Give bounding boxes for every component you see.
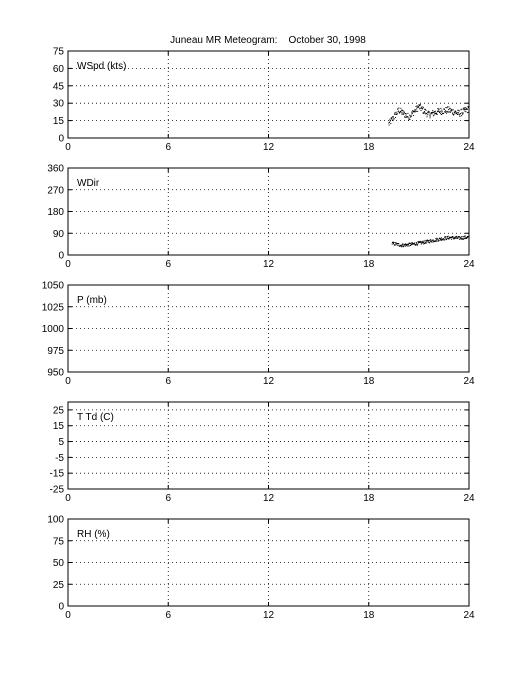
- data-point: [430, 115, 431, 116]
- data-point: [438, 110, 439, 111]
- data-point: [393, 117, 394, 118]
- y-tick-label: 50: [52, 558, 64, 569]
- data-point: [399, 113, 400, 114]
- x-tick-label: 12: [262, 259, 275, 270]
- data-point: [402, 243, 403, 244]
- data-point: [459, 239, 460, 240]
- data-point: [439, 112, 440, 113]
- x-tick-label: 6: [165, 142, 172, 153]
- y-tick-label: 15: [52, 116, 64, 128]
- y-tick-label: 1000: [41, 324, 64, 335]
- data-point: [411, 116, 412, 117]
- figure-title: Juneau MR Meteogram: October 30, 1998: [170, 35, 366, 46]
- panel-label: RH (%): [77, 529, 110, 540]
- data-point: [453, 109, 454, 110]
- data-point: [406, 113, 407, 114]
- data-point: [447, 106, 448, 107]
- y-tick-label: 25: [52, 579, 64, 591]
- data-point: [426, 110, 427, 111]
- y-tick-label: 75: [52, 536, 64, 548]
- data-point: [452, 114, 453, 115]
- data-point: [415, 110, 416, 111]
- y-tick-label: 360: [47, 163, 64, 175]
- y-tick-label: 75: [52, 46, 64, 58]
- data-point: [456, 113, 457, 114]
- data-point: [396, 112, 397, 113]
- data-point: [428, 112, 429, 113]
- y-tick-label: -5: [55, 452, 64, 464]
- data-point: [448, 109, 449, 110]
- data-point: [424, 243, 425, 244]
- data-point: [418, 107, 419, 108]
- data-point: [446, 113, 447, 114]
- data-point: [404, 244, 405, 245]
- data-point: [443, 113, 444, 114]
- y-tick-label: -15: [49, 468, 64, 480]
- data-point: [416, 105, 417, 106]
- data-point: [397, 108, 398, 109]
- x-tick-label: 12: [262, 142, 275, 153]
- y-tick-label: 5: [58, 437, 64, 449]
- data-point: [437, 108, 438, 109]
- data-point: [393, 120, 394, 121]
- data-point: [394, 114, 395, 115]
- data-point: [405, 115, 406, 116]
- data-point: [455, 238, 456, 239]
- x-tick-label: 12: [262, 376, 275, 387]
- x-tick-label: 0: [65, 376, 71, 387]
- data-point: [445, 110, 446, 111]
- x-tick-label: 0: [65, 259, 71, 270]
- data-point: [400, 108, 401, 109]
- panel-5: [47, 515, 475, 622]
- data-point: [448, 106, 449, 107]
- data-point: [394, 244, 395, 245]
- y-tick-label: 0: [58, 133, 64, 145]
- data-point: [451, 110, 452, 111]
- data-point: [446, 238, 447, 239]
- data-point: [426, 240, 427, 241]
- data-series: [392, 235, 470, 247]
- data-point: [429, 242, 430, 243]
- data-point: [427, 116, 428, 117]
- data-point: [407, 246, 408, 247]
- data-point: [441, 237, 442, 238]
- data-point: [397, 245, 398, 246]
- data-point: [459, 236, 460, 237]
- data-point: [397, 113, 398, 114]
- data-point: [450, 108, 451, 109]
- x-tick-label: 6: [165, 376, 172, 387]
- y-tick-label: 975: [47, 345, 64, 357]
- data-point: [463, 239, 464, 240]
- data-point: [413, 115, 414, 116]
- data-point: [456, 236, 457, 237]
- data-point: [453, 114, 454, 115]
- data-point: [448, 236, 449, 237]
- data-point: [419, 104, 420, 105]
- data-point: [464, 107, 465, 108]
- data-point: [417, 111, 418, 112]
- data-point: [454, 113, 455, 114]
- x-tick-label: 12: [262, 610, 275, 621]
- data-point: [439, 240, 440, 241]
- data-point: [420, 105, 421, 106]
- data-point: [416, 242, 417, 243]
- data-point: [436, 239, 437, 240]
- meteogram-panels: [42, 47, 475, 622]
- data-point: [445, 238, 446, 239]
- data-point: [445, 112, 446, 113]
- data-point: [461, 109, 462, 110]
- data-point: [401, 110, 402, 111]
- data-point: [434, 114, 435, 115]
- data-point: [425, 109, 426, 110]
- data-point: [450, 112, 451, 113]
- data-point: [420, 104, 421, 105]
- data-point: [446, 111, 447, 112]
- data-point: [436, 241, 437, 242]
- data-point: [432, 242, 433, 243]
- data-point: [429, 240, 430, 241]
- data-point: [415, 111, 416, 112]
- data-point: [440, 111, 441, 112]
- data-point: [404, 112, 405, 113]
- data-point: [392, 117, 393, 118]
- data-point: [452, 110, 453, 111]
- x-tick-label: 18: [363, 610, 375, 621]
- data-point: [442, 111, 443, 112]
- data-point: [407, 113, 408, 114]
- data-point: [408, 243, 409, 244]
- data-point: [429, 112, 430, 113]
- x-tick-label: 18: [363, 259, 375, 270]
- data-point: [458, 237, 459, 238]
- x-tick-label: 0: [65, 493, 71, 504]
- data-point: [411, 112, 412, 113]
- data-point: [421, 107, 422, 108]
- data-point: [389, 119, 390, 120]
- data-point: [408, 244, 409, 245]
- data-point: [420, 241, 421, 242]
- data-point: [425, 240, 426, 241]
- data-point: [414, 243, 415, 244]
- x-tick-label: 24: [463, 142, 475, 153]
- data-point: [409, 119, 410, 120]
- data-point: [428, 240, 429, 241]
- data-point: [465, 109, 466, 110]
- x-tick-label: 6: [165, 259, 172, 270]
- x-tick-label: 0: [65, 610, 71, 621]
- data-point: [418, 106, 419, 107]
- data-point: [415, 106, 416, 107]
- data-point: [402, 244, 403, 245]
- y-tick-label: 0: [58, 250, 64, 262]
- data-point: [444, 111, 445, 112]
- y-tick-label: 15: [52, 421, 64, 433]
- data-point: [437, 241, 438, 242]
- data-point: [441, 110, 442, 111]
- data-point: [412, 112, 413, 113]
- y-tick-label: 270: [47, 185, 64, 197]
- data-point: [464, 111, 465, 112]
- data-point: [430, 113, 431, 114]
- data-point: [443, 238, 444, 239]
- data-point: [396, 244, 397, 245]
- data-point: [452, 236, 453, 237]
- y-tick-label: 1050: [41, 280, 64, 292]
- data-point: [436, 113, 437, 114]
- axes-frame: [68, 51, 469, 138]
- data-point: [467, 112, 468, 113]
- data-point: [401, 245, 402, 246]
- data-point: [467, 106, 468, 107]
- panel-label: WDir: [77, 178, 100, 189]
- y-tick-label: 25: [52, 405, 64, 417]
- data-point: [444, 239, 445, 240]
- x-tick-label: 18: [363, 376, 375, 387]
- data-point: [398, 111, 399, 112]
- data-point: [401, 112, 402, 113]
- data-point: [395, 117, 396, 118]
- data-point: [425, 242, 426, 243]
- x-tick-label: 24: [463, 493, 475, 504]
- data-point: [408, 117, 409, 118]
- data-point: [433, 112, 434, 113]
- axes-frame: [68, 402, 469, 489]
- panel-label: WSpd (kts): [77, 61, 127, 72]
- data-point: [390, 120, 391, 121]
- data-point: [424, 112, 425, 113]
- data-point: [393, 242, 394, 243]
- data-point: [421, 244, 422, 245]
- y-tick-label: 1025: [41, 302, 64, 314]
- data-point: [416, 111, 417, 112]
- data-point: [405, 117, 406, 118]
- data-point: [408, 120, 409, 121]
- x-tick-label: 24: [463, 259, 475, 270]
- data-point: [459, 116, 460, 117]
- data-point: [462, 114, 463, 115]
- data-point: [460, 113, 461, 114]
- data-point: [423, 107, 424, 108]
- data-point: [402, 112, 403, 113]
- data-point: [430, 241, 431, 242]
- data-point: [432, 110, 433, 111]
- data-point: [457, 114, 458, 115]
- data-point: [427, 114, 428, 115]
- x-tick-label: 18: [363, 493, 375, 504]
- data-point: [438, 111, 439, 112]
- data-point: [435, 238, 436, 239]
- data-point: [467, 109, 468, 110]
- data-point: [422, 108, 423, 109]
- data-point: [403, 114, 404, 115]
- data-point: [455, 236, 456, 237]
- data-point: [415, 244, 416, 245]
- data-point: [429, 114, 430, 115]
- data-point: [423, 241, 424, 242]
- panel-3: [42, 281, 475, 388]
- data-point: [421, 110, 422, 111]
- data-point: [440, 113, 441, 114]
- data-point: [433, 239, 434, 240]
- data-point: [398, 107, 399, 108]
- data-point: [463, 113, 464, 114]
- y-tick-label: 950: [47, 367, 64, 379]
- data-point: [402, 110, 403, 111]
- data-point: [448, 111, 449, 112]
- data-point: [445, 237, 446, 238]
- data-point: [441, 114, 442, 115]
- y-tick-label: 100: [47, 514, 64, 526]
- data-series: [388, 104, 469, 126]
- data-point: [448, 239, 449, 240]
- y-tick-label: 30: [52, 98, 64, 110]
- data-point: [410, 245, 411, 246]
- y-tick-label: 180: [47, 207, 64, 218]
- x-tick-label: 12: [262, 493, 275, 504]
- data-point: [403, 245, 404, 246]
- y-tick-label: 90: [52, 228, 64, 240]
- data-point: [444, 237, 445, 238]
- data-point: [428, 111, 429, 112]
- data-point: [401, 246, 402, 247]
- panel-4: [50, 402, 475, 504]
- data-point: [459, 114, 460, 115]
- data-point: [408, 246, 409, 247]
- data-point: [458, 110, 459, 111]
- data-point: [440, 108, 441, 109]
- panel-label: T Td (C): [77, 412, 114, 423]
- data-point: [390, 123, 391, 124]
- data-point: [411, 242, 412, 243]
- data-point: [416, 108, 417, 109]
- data-point: [462, 236, 463, 237]
- data-point: [409, 115, 410, 116]
- x-tick-label: 24: [463, 376, 475, 387]
- data-point: [460, 238, 461, 239]
- data-point: [425, 112, 426, 113]
- x-tick-label: 24: [463, 610, 475, 621]
- data-point: [395, 112, 396, 113]
- data-point: [405, 246, 406, 247]
- data-point: [410, 115, 411, 116]
- data-point: [432, 113, 433, 114]
- data-point: [389, 122, 390, 123]
- data-point: [455, 112, 456, 113]
- data-point: [459, 110, 460, 111]
- data-point: [426, 243, 427, 244]
- panel-1: [53, 47, 475, 154]
- data-point: [395, 243, 396, 244]
- data-point: [458, 112, 459, 113]
- y-tick-label: 45: [52, 81, 64, 93]
- y-tick-label: 60: [52, 63, 64, 75]
- data-point: [452, 113, 453, 114]
- data-point: [441, 240, 442, 241]
- data-point: [465, 235, 466, 236]
- data-point: [445, 107, 446, 108]
- data-point: [417, 244, 418, 245]
- data-point: [424, 111, 425, 112]
- x-tick-label: 0: [65, 142, 71, 153]
- data-point: [391, 118, 392, 119]
- data-point: [392, 244, 393, 245]
- data-point: [419, 108, 420, 109]
- data-point: [437, 114, 438, 115]
- data-point: [441, 112, 442, 113]
- x-tick-label: 6: [165, 493, 172, 504]
- x-tick-label: 18: [363, 142, 375, 153]
- data-point: [409, 243, 410, 244]
- data-point: [437, 111, 438, 112]
- data-point: [406, 244, 407, 245]
- data-point: [424, 241, 425, 242]
- data-point: [434, 111, 435, 112]
- data-point: [401, 114, 402, 115]
- y-tick-label: -25: [49, 484, 64, 496]
- data-point: [439, 109, 440, 110]
- data-point: [398, 243, 399, 244]
- data-point: [412, 242, 413, 243]
- y-tick-label: 0: [58, 601, 64, 613]
- data-point: [426, 113, 427, 114]
- data-point: [435, 111, 436, 112]
- data-point: [422, 106, 423, 107]
- data-point: [393, 243, 394, 244]
- data-point: [451, 239, 452, 240]
- x-tick-label: 6: [165, 610, 172, 621]
- data-point: [389, 124, 390, 125]
- data-point: [430, 117, 431, 118]
- data-point: [444, 109, 445, 110]
- data-point: [431, 240, 432, 241]
- panel-label: P (mb): [77, 295, 107, 306]
- data-point: [417, 107, 418, 108]
- data-point: [461, 115, 462, 116]
- data-point: [403, 111, 404, 112]
- data-point: [412, 113, 413, 114]
- panel-2: [47, 164, 475, 271]
- data-point: [457, 112, 458, 113]
- data-point: [465, 111, 466, 112]
- data-point: [462, 112, 463, 113]
- data-point: [461, 236, 462, 237]
- data-point: [394, 118, 395, 119]
- data-point: [396, 114, 397, 115]
